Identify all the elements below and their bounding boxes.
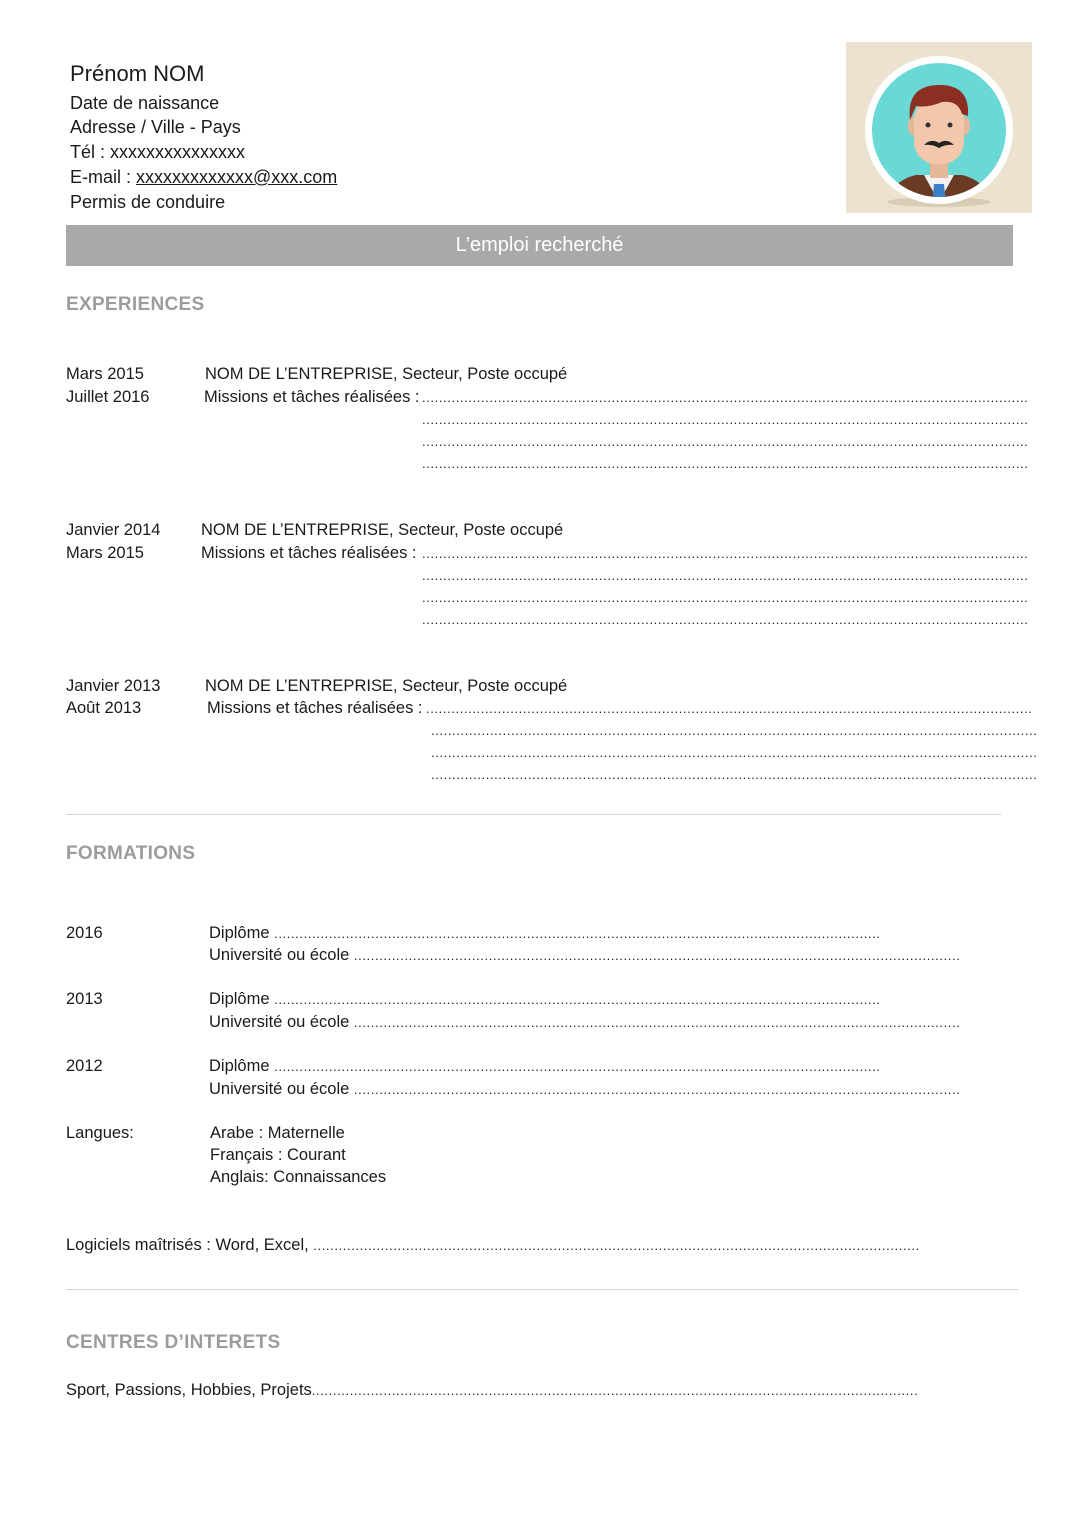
- software-skills: Logiciels maîtrisés : Word, Excel, ................................................................................................................................................: [66, 1236, 920, 1254]
- dotted-line: ................................................................................................................................................: [431, 723, 1038, 738]
- job-title-banner: L’emploi recherché: [66, 225, 1013, 266]
- experience-end-date: Juillet 2016: [66, 388, 150, 406]
- experience-heading: NOM DE L’ENTREPRISE, Secteur, Poste occupé: [205, 677, 568, 695]
- experience-heading: NOM DE L’ENTREPRISE, Secteur, Poste occupé: [201, 521, 564, 539]
- dotted-line: ................................................................................................................................................: [422, 456, 1029, 471]
- experience-missions: Missions et tâches réalisées :: [201, 544, 417, 562]
- email-link[interactable]: xxxxxxxxxxxxx@xxx.com: [136, 167, 338, 187]
- formation-year: 2013: [66, 990, 103, 1008]
- dotted-line: ................................................................................................................................................: [422, 412, 1029, 427]
- email-line: [70, 165, 337, 190]
- formation-diploma: Diplôme ................................................................................................................................................: [209, 924, 881, 942]
- section-divider: [66, 814, 1001, 815]
- experience-heading: NOM DE L’ENTREPRISE, Secteur, Poste occupé: [205, 365, 568, 383]
- candidate-name: Prénom NOM: [70, 61, 205, 86]
- formation-year: 2016: [66, 924, 103, 942]
- dotted-line: ................................................................................................................................................: [431, 767, 1038, 782]
- dotted-line: ................................................................................................................................................: [422, 590, 1029, 605]
- formation-diploma: Diplôme ................................................................................................................................................: [209, 990, 881, 1008]
- formation-diploma: Diplôme ................................................................................................................................................: [209, 1057, 881, 1075]
- section-title-interests: CENTRES D’INTERETS: [66, 1332, 281, 1353]
- interests-text: Sport, Passions, Hobbies, Projets................................................................................................................................................: [66, 1381, 919, 1399]
- formation-school: Université ou école ................................................................................................................................................: [209, 1013, 961, 1031]
- experience-missions: Missions et tâches réalisées :: [204, 388, 420, 406]
- avatar-icon: [846, 42, 1032, 213]
- section-title-experiences: EXPERIENCES: [66, 294, 205, 315]
- dotted-line: ................................................................................................................................................: [422, 612, 1029, 627]
- dotted-line: ................................................................................................................................................: [422, 546, 1029, 561]
- dotted-line: ................................................................................................................................................: [422, 434, 1029, 449]
- dotted-line: ................................................................................................................................................: [422, 390, 1029, 405]
- languages-label: Langues:: [66, 1124, 134, 1142]
- experience-end-date: Mars 2015: [66, 544, 144, 562]
- dotted-line: ................................................................................................................................................: [431, 745, 1038, 760]
- experience-end-date: Août 2013: [66, 699, 142, 717]
- dotted-line: ................................................................................................................................................: [426, 701, 1033, 716]
- birth-date: Date de naissance: [70, 93, 220, 113]
- section-title-formations: FORMATIONS: [66, 843, 196, 864]
- language-item: Arabe : Maternelle: [210, 1124, 345, 1142]
- formation-school: Université ou école ................................................................................................................................................: [209, 946, 961, 964]
- email-label: E-mail :: [70, 167, 137, 187]
- experience-missions: Missions et tâches réalisées :: [207, 699, 423, 717]
- language-item: Anglais: Connaissances: [210, 1168, 387, 1186]
- formation-year: 2012: [66, 1057, 103, 1075]
- phone: Tél : xxxxxxxxxxxxxxx: [70, 142, 246, 162]
- profile-photo: [846, 42, 1032, 213]
- driving-license: Permis de conduire: [70, 192, 226, 212]
- address: Adresse / Ville - Pays: [70, 117, 241, 137]
- experience-start-date: Mars 2015: [66, 365, 144, 383]
- experience-start-date: Janvier 2013: [66, 677, 161, 695]
- experience-start-date: Janvier 2014: [66, 521, 161, 539]
- dotted-line: ................................................................................................................................................: [422, 568, 1029, 583]
- formation-school: Université ou école ................................................................................................................................................: [209, 1080, 961, 1098]
- language-item: Français : Courant: [210, 1146, 346, 1164]
- section-divider: [66, 1289, 1018, 1290]
